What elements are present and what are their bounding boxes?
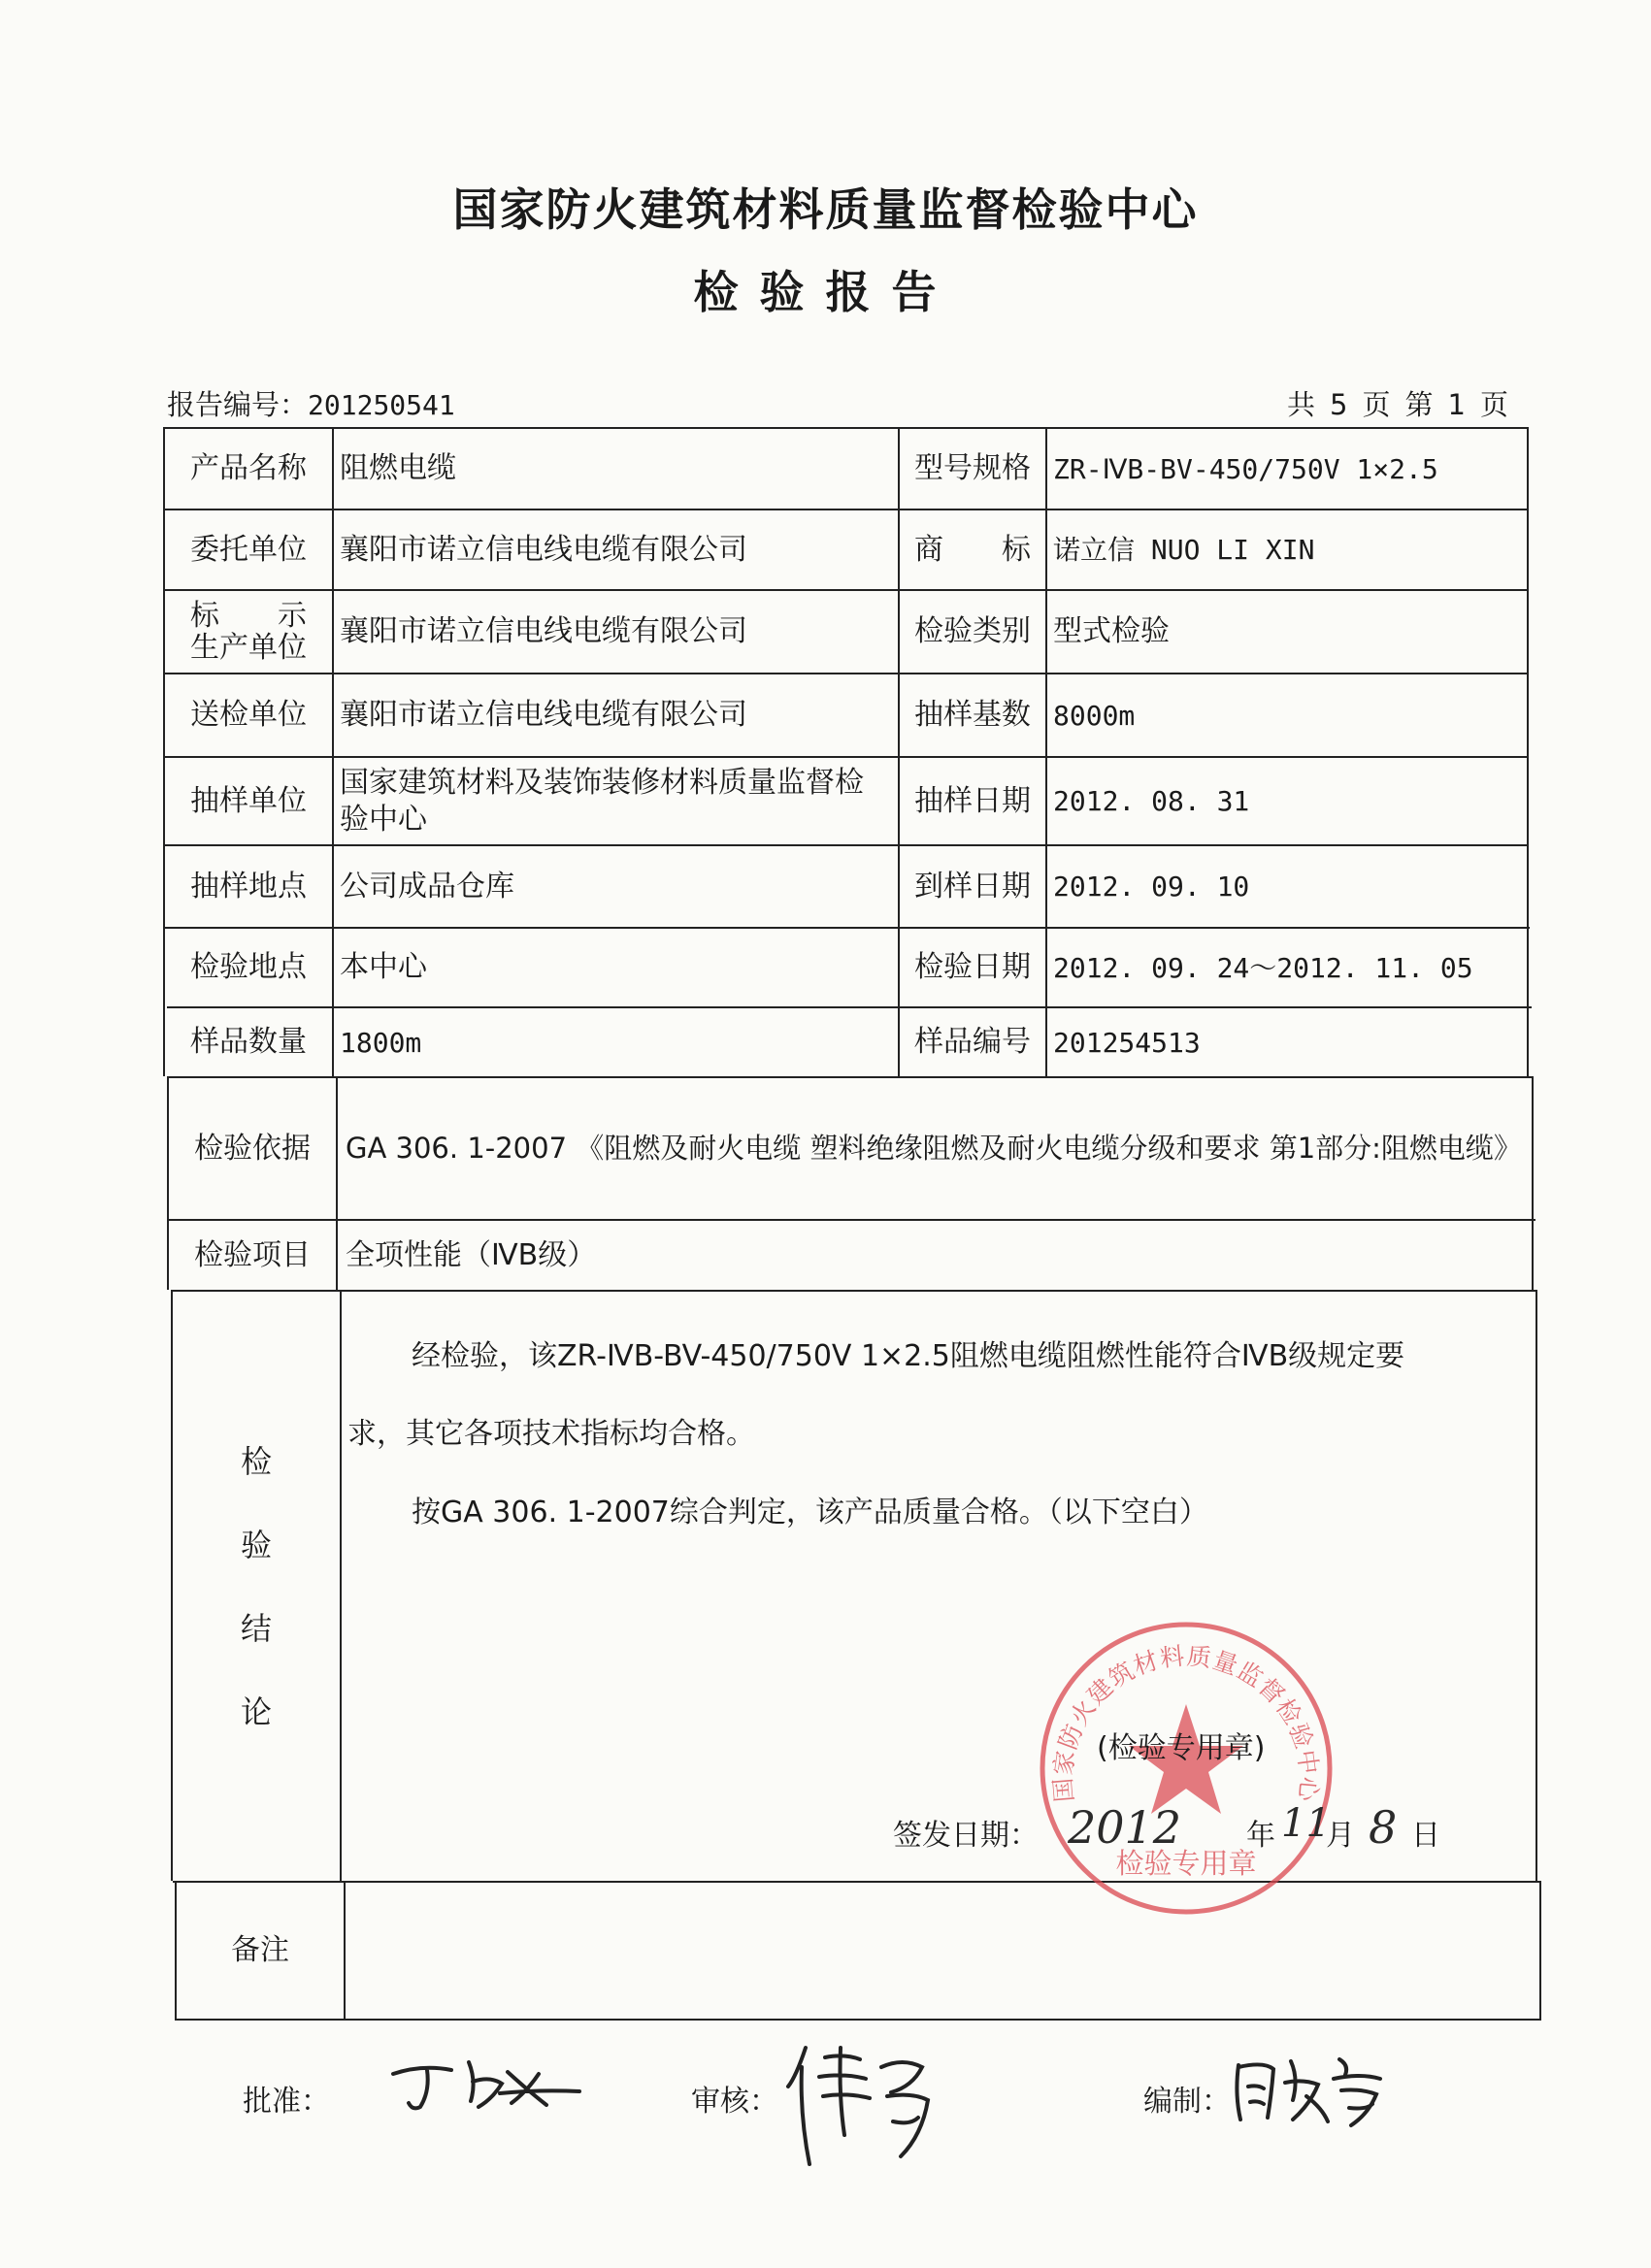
value-trademark: 诺立信 NUO LI XIN	[1053, 534, 1315, 566]
report-number	[167, 383, 455, 423]
value-sampling-location: 公司成品仓库	[340, 869, 514, 904]
label-sampling-base: 抽样基数	[914, 698, 1031, 733]
value-sample-quantity: 1800m	[340, 1026, 422, 1059]
page-current-prefix: 第	[1404, 388, 1436, 421]
year-unit: 年	[1246, 1819, 1275, 1853]
stamp-note: (检验专用章)	[1097, 1731, 1266, 1765]
value-product-name: 阻燃电缆	[340, 451, 456, 486]
label-trademark: 商 标	[914, 532, 1031, 567]
label-test-items: 检验项目	[194, 1237, 311, 1272]
value-test-date: 2012. 09. 24～2012. 11. 05	[1053, 951, 1473, 984]
value-sampling-date: 2012. 08. 31	[1053, 785, 1250, 817]
reviewer-signature	[776, 2028, 941, 2174]
page-unit: 页	[1479, 388, 1511, 421]
label-sampling-date: 抽样日期	[914, 783, 1031, 818]
report-number-value: 201250541	[308, 389, 455, 421]
label-manufacturer-line2: 生产单位	[190, 631, 307, 665]
label-conclusion-char: 检	[240, 1442, 272, 1480]
day-unit: 日	[1411, 1819, 1440, 1853]
issue-year-handwritten: 2012	[1068, 1801, 1182, 1854]
review-label: 审核：	[691, 2085, 778, 2119]
value-test-type: 型式检验	[1053, 614, 1170, 649]
inspection-seal	[1037, 1619, 1336, 1918]
label-product-name: 产品名称	[190, 451, 307, 486]
value-sampling-unit: 国家建筑材料及装饰装修材料质量监督检验中心	[340, 766, 864, 837]
value-model: ZR-ⅣB-BV-450/750V 1×2.5	[1053, 452, 1438, 485]
value-test-items: 全项性能（ⅣB级）	[346, 1237, 597, 1272]
label-manufacturer	[165, 591, 332, 673]
label-conclusion-char: 结	[240, 1609, 272, 1647]
label-model: 型号规格	[914, 451, 1031, 486]
label-submitter: 送检单位	[190, 698, 307, 733]
label-conclusion-char: 验	[240, 1526, 272, 1563]
report-title: 检验报告	[693, 266, 958, 318]
value-client: 襄阳市诺立信电线电缆有限公司	[340, 532, 747, 567]
compiler-signature	[1225, 2046, 1390, 2133]
page-unit: 页	[1362, 388, 1394, 421]
conclusion-para2: 按GA 306. 1-2007综合判定，该产品质量合格。（以下空白）	[412, 1496, 1208, 1529]
label-test-type: 检验类别	[914, 614, 1031, 649]
compile-label: 编制：	[1143, 2085, 1231, 2119]
value-submitter: 襄阳市诺立信电线电缆有限公司	[340, 698, 747, 733]
label-sample-quantity: 样品数量	[190, 1025, 307, 1060]
value-test-basis: GA 306. 1-2007 《阻燃及耐火电缆 塑料绝缘阻燃及耐火电缆分级和要求 第1部分:阻燃电缆》	[346, 1132, 1522, 1166]
report-number-label: 报告编号：	[167, 388, 309, 421]
label-test-date: 检验日期	[914, 950, 1031, 985]
label-sampling-location: 抽样地点	[190, 869, 307, 904]
issue-day-handwritten: 8	[1369, 1801, 1398, 1854]
value-manufacturer: 襄阳市诺立信电线电缆有限公司	[340, 614, 747, 649]
seal-ring-text: 国家防火建筑材料质量监督检验中心	[1048, 1641, 1324, 1804]
issue-month-handwritten: 11	[1281, 1801, 1331, 1846]
value-test-location: 本中心	[340, 950, 427, 985]
conclusion-para1-line2: 求，其它各项技术指标均合格。	[347, 1417, 755, 1451]
page-info	[1281, 383, 1517, 423]
label-conclusion	[173, 1292, 340, 1881]
value-sampling-base: 8000m	[1053, 699, 1136, 732]
center-title: 国家防火建筑材料质量监督检验中心	[452, 183, 1199, 236]
value-arrival-date: 2012. 09. 10	[1053, 871, 1250, 903]
label-conclusion-char: 论	[240, 1693, 272, 1730]
conclusion-para1-line1: 经检验，该ZR-ⅣB-BV-450/750V 1×2.5阻燃电缆阻燃性能符合ⅣB级规定要	[412, 1339, 1405, 1373]
approve-label: 批准：	[243, 2085, 330, 2119]
label-client: 委托单位	[190, 532, 307, 567]
page-current: 1	[1447, 388, 1469, 421]
issue-date-label: 签发日期：	[893, 1819, 1039, 1853]
page-total-prefix: 共	[1287, 388, 1319, 421]
label-test-basis: 检验依据	[194, 1131, 311, 1166]
month-unit: 月	[1326, 1819, 1355, 1853]
label-sample-number: 样品编号	[914, 1025, 1031, 1060]
label-test-location: 检验地点	[190, 950, 307, 985]
value-sample-number: 201254513	[1053, 1026, 1201, 1059]
page-total: 5	[1330, 388, 1351, 421]
value-remarks	[346, 1883, 1540, 2019]
label-sampling-unit: 抽样单位	[190, 783, 307, 818]
label-remarks: 备注	[231, 1933, 289, 1968]
seal-bottom-text: 检验专用章	[1115, 1847, 1257, 1880]
label-arrival-date: 到样日期	[914, 869, 1031, 904]
label-manufacturer-line1: 标 示	[190, 599, 307, 633]
approver-signature	[383, 2043, 587, 2120]
